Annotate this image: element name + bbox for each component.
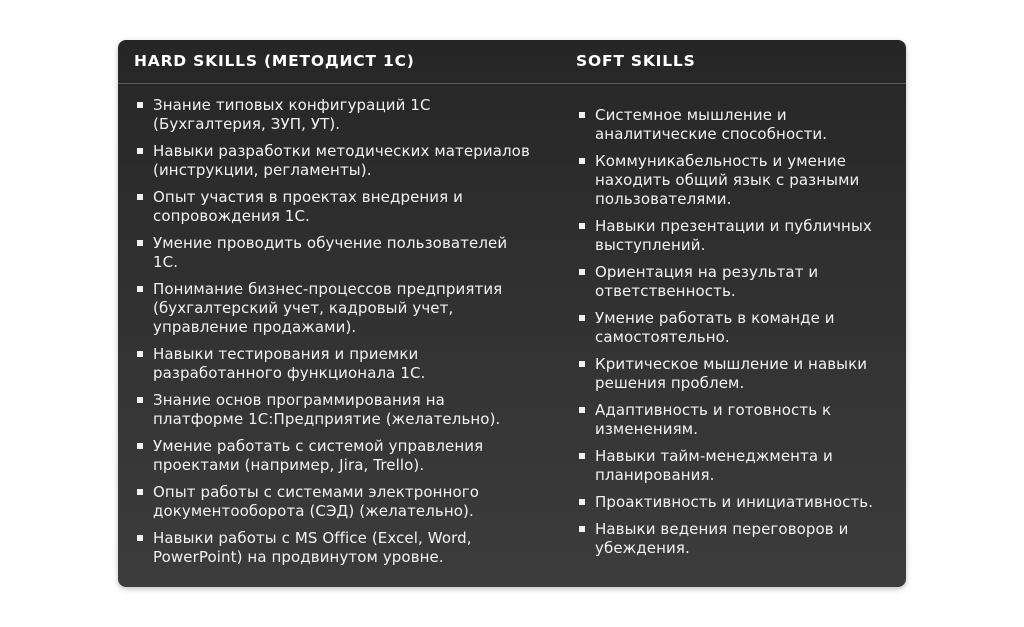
bullet-icon bbox=[579, 499, 585, 505]
list-item-text: Адаптивность и готовность к изменениям. bbox=[595, 401, 832, 438]
table-header bbox=[118, 40, 906, 84]
list-item-text: Умение работать с системой управления проектами (например, Jira, Trello). bbox=[153, 437, 484, 474]
list-item bbox=[576, 401, 896, 439]
list-item bbox=[576, 309, 896, 347]
list-item-text: Умение работать в команде и самостоятельно. bbox=[595, 309, 835, 346]
list-item-text: Понимание бизнес-процессов предприятия (бухгалтерский учет, кадровый учет, управление продажами). bbox=[153, 280, 503, 336]
bullet-icon bbox=[137, 397, 143, 403]
bullet-icon bbox=[579, 112, 585, 118]
bullet-icon bbox=[137, 351, 143, 357]
bullet-icon bbox=[137, 489, 143, 495]
list-item bbox=[576, 263, 896, 301]
bullet-icon bbox=[579, 223, 585, 229]
list-item bbox=[576, 217, 896, 255]
bullet-icon bbox=[579, 315, 585, 321]
soft-skills-list bbox=[576, 106, 896, 566]
list-item bbox=[134, 391, 534, 429]
list-item-text: Опыт работы с системами электронного документооборота (СЭД) (желательно). bbox=[153, 483, 480, 520]
list-item-text: Навыки разработки методических материалов (инструкции, регламенты). bbox=[153, 142, 530, 179]
list-item-text: Знание основ программирования на платформе 1С:Предприятие (желательно). bbox=[153, 391, 501, 428]
list-item-text: Знание типовых конфигураций 1С (Бухгалтерия, ЗУП, УТ). bbox=[153, 96, 431, 133]
bullet-icon bbox=[579, 158, 585, 164]
skills-card bbox=[118, 40, 906, 587]
list-item bbox=[576, 493, 896, 512]
list-item-text: Проактивность и инициативность. bbox=[595, 493, 874, 511]
hard-skills-list bbox=[134, 96, 534, 575]
list-item-text: Ориентация на результат и ответственность. bbox=[595, 263, 819, 300]
list-item bbox=[134, 142, 534, 180]
list-item-text: Умение проводить обучение пользователей 1С. bbox=[153, 234, 508, 271]
bullet-icon bbox=[579, 269, 585, 275]
bullet-icon bbox=[137, 443, 143, 449]
list-item-text: Критическое мышление и навыки решения проблем. bbox=[595, 355, 868, 392]
list-item bbox=[134, 234, 534, 272]
bullet-icon bbox=[579, 453, 585, 459]
list-item-text: Системное мышление и аналитические способности. bbox=[595, 106, 828, 143]
list-item-text: Навыки работы с MS Office (Excel, Word, PowerPoint) на продвинутом уровне. bbox=[153, 529, 472, 566]
list-item-text: Навыки презентации и публичных выступлений. bbox=[595, 217, 872, 254]
list-item bbox=[576, 447, 896, 485]
list-item bbox=[576, 520, 896, 558]
bullet-icon bbox=[137, 240, 143, 246]
bullet-icon bbox=[579, 407, 585, 413]
hard-skills-title: HARD SKILLS (МЕТОДИСТ 1С) bbox=[134, 52, 415, 70]
list-item bbox=[134, 437, 534, 475]
soft-skills-title: SOFT SKILLS bbox=[576, 52, 696, 70]
bullet-icon bbox=[579, 526, 585, 532]
list-item bbox=[134, 96, 534, 134]
list-item bbox=[134, 188, 534, 226]
list-item-text: Навыки ведения переговоров и убеждения. bbox=[595, 520, 849, 557]
list-item-text: Навыки тайм-менеджмента и планирования. bbox=[595, 447, 833, 484]
bullet-icon bbox=[137, 148, 143, 154]
bullet-icon bbox=[137, 102, 143, 108]
list-item bbox=[576, 152, 896, 209]
list-item bbox=[576, 106, 896, 144]
bullet-icon bbox=[137, 535, 143, 541]
list-item bbox=[134, 483, 534, 521]
list-item-text: Опыт участия в проектах внедрения и сопровождения 1С. bbox=[153, 188, 463, 225]
bullet-icon bbox=[137, 286, 143, 292]
list-item bbox=[134, 345, 534, 383]
list-item bbox=[576, 355, 896, 393]
list-item bbox=[134, 280, 534, 337]
bullet-icon bbox=[579, 361, 585, 367]
bullet-icon bbox=[137, 194, 143, 200]
list-item-text: Навыки тестирования и приемки разработанного функционала 1С. bbox=[153, 345, 426, 382]
list-item bbox=[134, 529, 534, 567]
list-item-text: Коммуникабельность и умение находить общий язык с разными пользователями. bbox=[595, 152, 860, 208]
